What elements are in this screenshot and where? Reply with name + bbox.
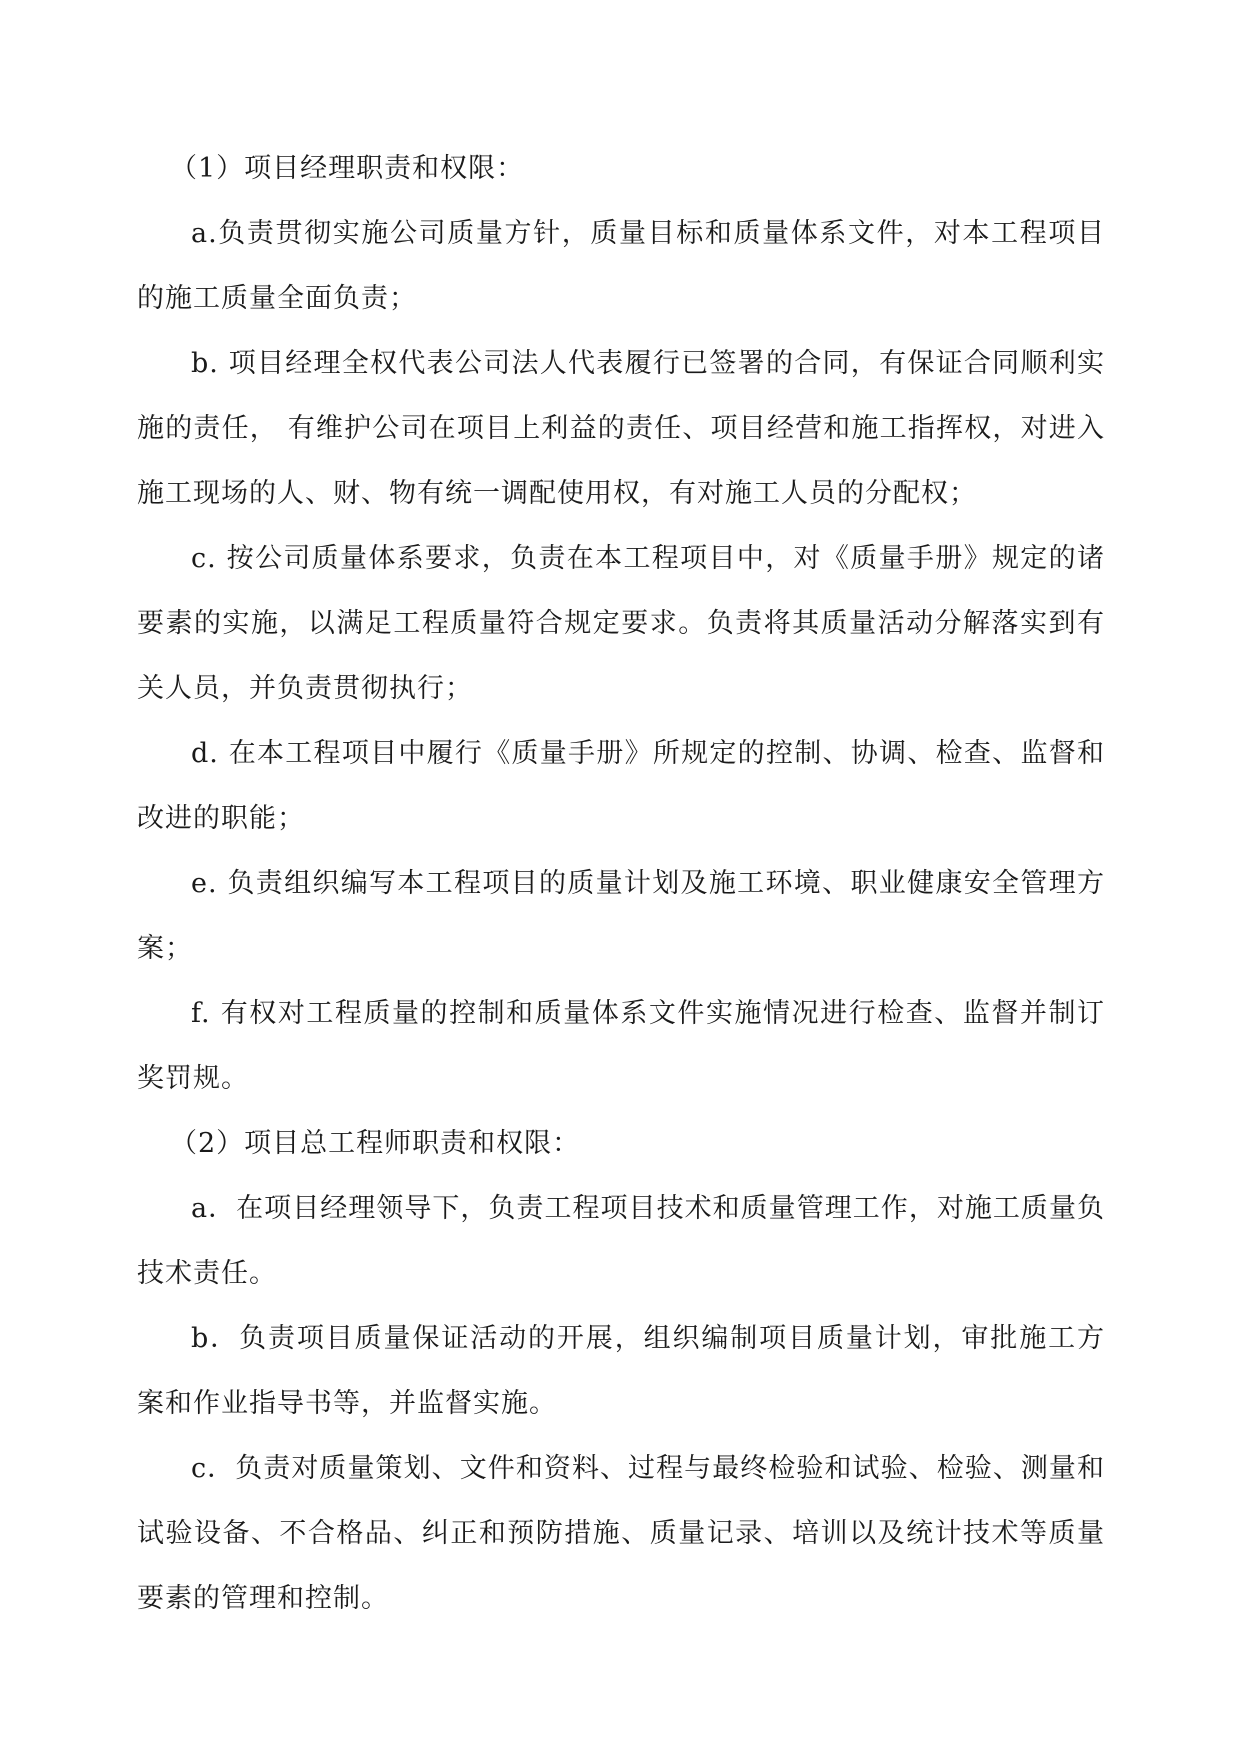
- paragraph-item-c: c．负责对质量策划、文件和资料、过程与最终检验和试验、检验、测量和试验设备、不合格品、纠正和预防措施、质量记录、培训以及统计技术等质量要素的管理和控制。: [137, 1453, 1105, 1614]
- paragraph-item-d: d. 在本工程项目中履行《质量手册》所规定的控制、协调、检查、监督和改进的职能；: [137, 738, 1105, 834]
- paragraph-item-a: a.负责贯彻实施公司质量方针，质量目标和质量体系文件，对本工程项目的施工质量全面负责；: [137, 218, 1105, 314]
- paragraph-item-c: c. 按公司质量体系要求，负责在本工程项目中，对《质量手册》规定的诸要素的实施，以满足工程质量符合规定要求。负责将其质量活动分解落实到有关人员，并负责贯彻执行；: [137, 543, 1105, 704]
- paragraph-item-f: f. 有权对工程质量的控制和质量体系文件实施情况进行检查、监督并制订奖罚规。: [137, 998, 1105, 1094]
- section-heading-chief-engineer: （2）项目总工程师职责和权限：: [170, 1128, 581, 1159]
- paragraph-item-a: a．在项目经理领导下，负责工程项目技术和质量管理工作，对施工质量负技术责任。: [137, 1193, 1105, 1289]
- paragraph-item-b: b. 项目经理全权代表公司法人代表履行已签署的合同，有保证合同顺利实施的责任， 有维护公司在项目上利益的责任、项目经营和施工指挥权，对进入施工现场的人、财、物有统一调配使用权，有对施工人员的分配权；: [137, 348, 1105, 509]
- paragraph-item-e: e. 负责组织编写本工程项目的质量计划及施工环境、职业健康安全管理方案；: [137, 868, 1105, 964]
- paragraph-item-b: b．负责项目质量保证活动的开展，组织编制项目质量计划，审批施工方案和作业指导书等，并监督实施。: [137, 1323, 1105, 1419]
- section-heading-project-manager: （1）项目经理职责和权限：: [170, 153, 525, 184]
- document-body: [137, 136, 1105, 1631]
